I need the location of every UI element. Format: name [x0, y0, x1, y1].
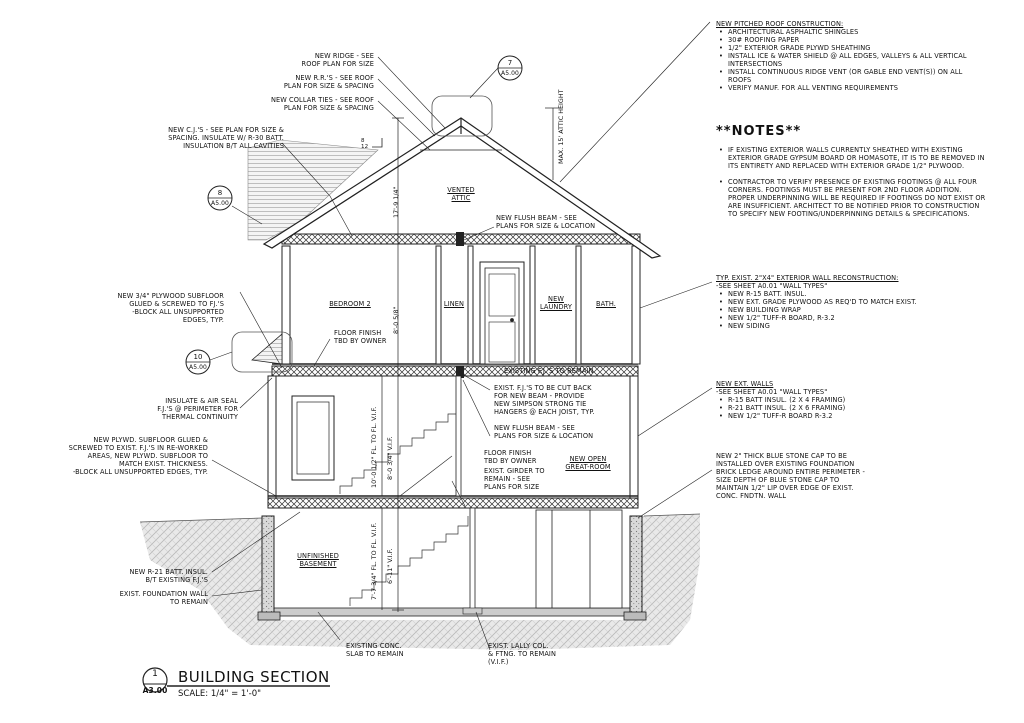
bath-label: BATH. [596, 300, 616, 308]
first-floor-joists [268, 498, 638, 508]
new-ridge-label: NEW RIDGE - SEE ROOF PLAN FOR SIZE [301, 52, 374, 68]
dim-first-b: 8'-0 3/4" V.I.F. [386, 436, 394, 480]
max-attic-height-label: MAX. 15' ATTIC HEIGHT [557, 89, 565, 164]
exist-lally-col-label: EXIST. LALLY COL. & FTNG. TO REMAIN (V.I.F.) [488, 642, 557, 666]
roof-notes-list [716, 28, 986, 92]
exist-foundation-wall-label: EXIST. FOUNDATION WALL TO REMAIN [119, 590, 208, 606]
roof-note-item: • VERIFY MANUF. FOR ALL VENTING REQUIREMENTS [728, 84, 986, 92]
first-floor-stairs [340, 406, 460, 494]
new-r21-batt-label: NEW R-21 BATT. INSUL. B/T EXISTING F.J.'S [129, 568, 208, 584]
title-scale: SCALE: 1/4" = 1'-0" [178, 689, 262, 699]
dim-top: 17'-9 1/4" [392, 186, 400, 218]
exist-fjs-cut-back-label: EXIST. F.J.'S TO BE CUT BACK FOR NEW BEAM - PROVIDE NEW SIMPSON STRONG TIE HANGERS @ EACH JOIST, TYP. [494, 384, 595, 416]
vented-attic-label: VENTED ATTIC [447, 186, 475, 202]
ext-wall-notes-list [716, 396, 986, 420]
title-sheet: A3.00 [142, 686, 168, 695]
unfinished-basement-label: UNFINISHED BASEMENT [297, 552, 339, 568]
basement-slab [270, 608, 634, 616]
wall-note-item: • NEW EXT. GRADE PLYWOOD AS REQ'D TO MATCH EXIST. [728, 298, 986, 306]
wall-notes-sub: -SEE SHEET A0.01 "WALL TYPES" [716, 282, 828, 290]
roof-note-item: • 1/2" EXTERIOR GRADE PLYWD SHEATHING [728, 44, 986, 52]
new-plywood-subfloor-label: NEW 3/4" PLYWOOD SUBFLOOR GLUED & SCREWED TO FJ.'S -BLOCK ALL UNSUPPORTED EDGES, TYP. [117, 292, 224, 324]
callout-10-num[interactable]: 10 [193, 353, 203, 361]
lally-column [470, 508, 475, 610]
general-notes-list [716, 146, 986, 218]
ext-wall-note-item: • NEW 1/2" TUFF-R BOARD R-3.2 [728, 412, 986, 420]
new-laundry-label: NEW LAUNDRY [539, 295, 573, 311]
foundation-wall-right [630, 516, 642, 618]
roof-notes-header: NEW PITCHED ROOF CONSTRUCTION: [716, 20, 844, 28]
wall-notes-list [716, 290, 986, 330]
notes-title: **NOTES** [716, 124, 802, 139]
pitch-label: 8 12 [361, 138, 369, 150]
first-floor-wall-left [268, 376, 276, 500]
roof-note-item: • INSTALL CONTINUOUS RIDGE VENT (OR GABLE END VENT(S)) ON ALL ROOFS [728, 68, 986, 84]
bedroom-2-label: BEDROOM 2 [329, 300, 371, 308]
roof-note-item: • 30# ROOFING PAPER [728, 36, 986, 44]
wall-note-item: • NEW R-15 BATT. INSUL. [728, 290, 986, 298]
wall-note-item: • NEW BUILDING WRAP [728, 306, 986, 314]
dim-second: 8'-0 5/8" [392, 306, 400, 334]
second-floor-wall-right [632, 246, 640, 364]
callout-10-sheet[interactable]: A5.00 [189, 364, 207, 371]
new-collar-ties-label: NEW COLLAR TIES - SEE ROOF PLAN FOR SIZE & SPACING [270, 96, 374, 112]
new-open-great-room-label: NEW OPEN GREAT-ROOM [565, 455, 611, 471]
floor-finish-mid-label: FLOOR FINISH TBD BY OWNER [484, 449, 537, 465]
ext-wall-notes [716, 380, 986, 420]
first-floor-window [292, 396, 334, 480]
callout-8-num[interactable]: 8 [217, 189, 223, 197]
ext-wall-note-item: • R-21 BATT INSUL. (2 X 6 FRAMING) [728, 404, 986, 412]
ext-wall-note-item: • R-15 BATT INSUL. (2 X 4 FRAMING) [728, 396, 986, 404]
general-note-2: • CONTRACTOR TO VERIFY PRESENCE OF EXISTING FOOTINGS @ ALL FOUR CORNERS. FOOTINGS MUST BE PRESENT FOR 2ND FLOOR ADDITION. PROPER UNDERPINNING WILL BE REQUIRED IF FOOTINGS DO NOT EXIST OR ARE INSUFFICIENT. ARCHITECT TO BE NOTIFIED PRIOR TO CONSTRUCTION TO SPECIFY NEW FOOTING/UNDERPINNING DETAILS & SPECIFICATIONS. [728, 178, 986, 218]
roof-notes [716, 20, 986, 92]
dim-base: 7'-7 3/4" FL. TO FL. V.I.F. [370, 522, 378, 600]
wall-note-item: • NEW 1/2" TUFF-R BOARD, R-3.2 [728, 314, 986, 322]
new-rr-label: NEW R.R.'S - SEE ROOF PLAN FOR SIZE & SPACING [283, 74, 374, 90]
title-text: BUILDING SECTION [178, 668, 330, 686]
roof-note-item: • INSTALL ICE & WATER SHIELD @ ALL EDGES, VALLEYS & ALL VERTICAL INTERSECTIONS [728, 52, 986, 68]
dim-base-b: 6'-11" V.I.F. [386, 548, 394, 584]
general-note-1: • IF EXISTING EXTERIOR WALLS CURRENTLY SHEATHED WITH EXISTING EXTERIOR GRADE GYPSUM BOARD OR HOMASOTE, IT IS TO BE REMOVED IN ITS ENTIRETY AND REPLACED WITH EXTERIOR GRADE 1/2" PLYWOOD. [728, 146, 986, 170]
new-plywd-subfloor-2-label: NEW PLYWD. SUBFLOOR GLUED & SCREWED TO EXIST. F.J.'S IN RE-WORKED AREAS, NEW PLYWD. SUBFLOOR TO MATCH EXIST. THICKNESS. -BLOCK ALL UNSUPPORTED EDGES, TYP. [68, 436, 208, 476]
general-notes [716, 146, 986, 218]
callout-7-sheet[interactable]: A5.00 [501, 70, 519, 77]
ext-wall-notes-header: NEW EXT. WALLS [716, 380, 774, 388]
callout-8-sheet[interactable]: A5.00 [211, 200, 229, 207]
second-floor-wall-left [282, 246, 290, 364]
new-cjs-label: NEW C.J.'S - SEE PLAN FOR SIZE & SPACING. INSULATE W/ R-30 BATT. INSULATION B/T ALL CAVITIES [168, 126, 284, 150]
basement-stairs [350, 516, 468, 606]
wall-notes [716, 274, 986, 330]
insulate-air-seal-label: INSULATE & AIR SEAL F.J.'S @ PERIMETER FOR THERMAL CONTINUITY [157, 397, 238, 421]
existing-fjs-to-remain-label: EXISTING F.J.'S TO REMAIN [504, 367, 594, 375]
laundry-door [480, 262, 524, 364]
callout-7-num[interactable]: 7 [507, 59, 513, 67]
floor-finish-top-label: FLOOR FINISH TBD BY OWNER [334, 329, 387, 345]
wall-note-item: • NEW SIDING [728, 322, 986, 330]
new-flush-beam-mid-label: NEW FLUSH BEAM - SEE PLANS FOR SIZE & LOCATION [494, 424, 594, 440]
linen-label: LINEN [443, 300, 465, 308]
bluestone-note: NEW 2" THICK BLUE STONE CAP TO BE INSTALLED OVER EXISTING FOUNDATION BRICK LEDGE AROUND ENTIRE PERIMETER - SIZE DEPTH OF BLUE STONE CAP TO MAINTAIN 1/2" LIP OVER EDGE OF EXIST. CONC. FNDTN. WALL [716, 452, 865, 500]
ext-wall-notes-sub: -SEE SHEET A0.01 "WALL TYPES" [716, 388, 828, 396]
title-number: 1 [152, 669, 158, 679]
exist-girder-label: EXIST. GIRDER TO REMAIN - SEE PLANS FOR SIZE [484, 467, 545, 491]
dim-first: 10'-0 1/2" FL. TO FL. V.I.F. [370, 406, 378, 488]
basement-panels [536, 510, 622, 608]
existing-conc-slab-label: EXISTING CONC. SLAB TO REMAIN [346, 642, 404, 658]
wall-notes-header: TYP. EXIST. 2"X4" EXTERIOR WALL RECONSTRUCTION: [716, 274, 899, 282]
new-flush-beam-top-label: NEW FLUSH BEAM - SEE PLANS FOR SIZE & LOCATION [496, 214, 596, 230]
roof-note-item: • ARCHITECTURAL ASPHALTIC SHINGLES [728, 28, 986, 36]
